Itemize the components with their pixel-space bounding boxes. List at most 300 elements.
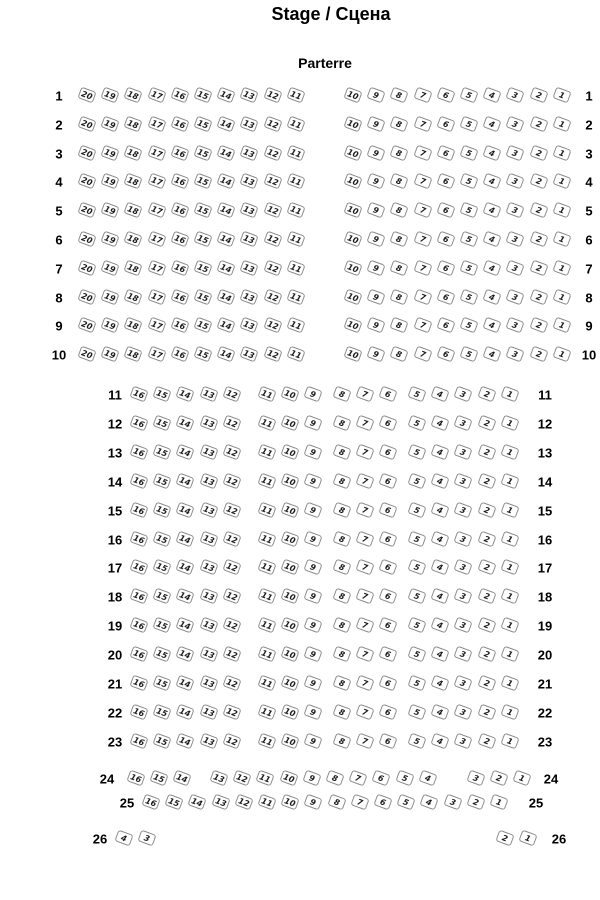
seat[interactable]: 10 (343, 346, 362, 363)
seat[interactable]: 7 (356, 588, 375, 605)
seat[interactable]: 16 (129, 559, 148, 576)
seat[interactable]: 17 (147, 259, 166, 276)
seat[interactable]: 1 (489, 794, 508, 811)
seat[interactable]: 9 (304, 704, 323, 721)
seat[interactable]: 14 (176, 386, 195, 403)
seat[interactable]: 13 (199, 386, 218, 403)
seat[interactable]: 18 (124, 144, 143, 161)
seat[interactable]: 19 (101, 87, 120, 104)
seat[interactable]: 1 (552, 115, 571, 132)
seat[interactable]: 11 (256, 770, 275, 787)
seat[interactable]: 10 (281, 415, 300, 432)
seat[interactable]: 3 (506, 231, 525, 248)
seat[interactable]: 6 (379, 675, 398, 692)
seat[interactable]: 15 (193, 87, 212, 104)
seat[interactable]: 18 (124, 288, 143, 305)
seat[interactable]: 1 (500, 501, 519, 518)
seat[interactable]: 9 (304, 415, 323, 432)
seat[interactable]: 12 (222, 443, 241, 460)
seat[interactable]: 20 (77, 346, 96, 363)
seat[interactable]: 15 (153, 704, 172, 721)
seat[interactable]: 8 (390, 144, 409, 161)
seat[interactable]: 5 (407, 415, 426, 432)
seat[interactable]: 12 (263, 173, 282, 190)
seat[interactable]: 8 (332, 501, 351, 518)
seat[interactable]: 6 (436, 346, 455, 363)
seat[interactable]: 2 (477, 472, 496, 489)
seat[interactable]: 7 (413, 144, 432, 161)
seat[interactable]: 13 (199, 415, 218, 432)
seat[interactable]: 3 (506, 288, 525, 305)
seat[interactable]: 11 (257, 530, 276, 547)
seat[interactable]: 4 (483, 288, 502, 305)
seat[interactable]: 8 (390, 259, 409, 276)
seat[interactable]: 17 (147, 144, 166, 161)
seat[interactable]: 4 (431, 530, 450, 547)
seat[interactable]: 6 (436, 231, 455, 248)
seat[interactable]: 12 (263, 288, 282, 305)
seat[interactable]: 10 (281, 646, 300, 663)
seat[interactable]: 7 (413, 173, 432, 190)
seat[interactable]: 2 (529, 259, 548, 276)
seat[interactable]: 2 (529, 317, 548, 334)
seat[interactable]: 16 (129, 530, 148, 547)
seat[interactable]: 3 (506, 173, 525, 190)
seat[interactable]: 14 (217, 317, 236, 334)
seat[interactable]: 13 (240, 346, 259, 363)
seat[interactable]: 5 (407, 501, 426, 518)
seat[interactable]: 16 (170, 202, 189, 219)
seat[interactable]: 9 (304, 732, 323, 749)
seat[interactable]: 17 (147, 231, 166, 248)
seat[interactable]: 9 (304, 443, 323, 460)
seat[interactable]: 12 (222, 732, 241, 749)
seat[interactable]: 18 (124, 231, 143, 248)
seat[interactable]: 4 (114, 830, 133, 847)
seat[interactable]: 12 (263, 231, 282, 248)
seat[interactable]: 7 (349, 770, 368, 787)
seat[interactable]: 9 (367, 87, 386, 104)
seat[interactable]: 7 (356, 704, 375, 721)
seat[interactable]: 4 (483, 202, 502, 219)
seat[interactable]: 1 (500, 588, 519, 605)
seat[interactable]: 7 (356, 646, 375, 663)
seat[interactable]: 1 (500, 617, 519, 634)
seat[interactable]: 1 (500, 386, 519, 403)
seat[interactable]: 1 (552, 346, 571, 363)
seat[interactable]: 7 (350, 794, 369, 811)
seat[interactable]: 16 (126, 770, 145, 787)
seat[interactable]: 13 (240, 317, 259, 334)
seat[interactable]: 12 (263, 144, 282, 161)
seat[interactable]: 3 (506, 317, 525, 334)
seat[interactable]: 6 (436, 173, 455, 190)
seat[interactable]: 4 (420, 794, 439, 811)
seat[interactable]: 15 (193, 202, 212, 219)
seat[interactable]: 1 (552, 288, 571, 305)
seat[interactable]: 10 (281, 472, 300, 489)
seat[interactable]: 14 (217, 173, 236, 190)
seat[interactable]: 1 (500, 443, 519, 460)
seat[interactable]: 15 (193, 288, 212, 305)
seat[interactable]: 13 (240, 173, 259, 190)
seat[interactable]: 10 (281, 794, 300, 811)
seat[interactable]: 15 (153, 617, 172, 634)
seat[interactable]: 20 (77, 259, 96, 276)
seat[interactable]: 12 (263, 87, 282, 104)
seat[interactable]: 15 (153, 559, 172, 576)
seat[interactable]: 20 (77, 173, 96, 190)
seat[interactable]: 14 (176, 588, 195, 605)
seat[interactable]: 4 (483, 87, 502, 104)
seat[interactable]: 11 (257, 501, 276, 518)
seat[interactable]: 11 (257, 675, 276, 692)
seat[interactable]: 10 (281, 386, 300, 403)
seat[interactable]: 1 (500, 646, 519, 663)
seat[interactable]: 2 (529, 144, 548, 161)
seat[interactable]: 6 (379, 443, 398, 460)
seat[interactable]: 13 (199, 530, 218, 547)
seat[interactable]: 4 (418, 770, 437, 787)
seat[interactable]: 5 (459, 87, 478, 104)
seat[interactable]: 8 (390, 173, 409, 190)
seat[interactable]: 6 (379, 386, 398, 403)
seat[interactable]: 19 (101, 346, 120, 363)
seat[interactable]: 18 (124, 202, 143, 219)
seat[interactable]: 15 (153, 501, 172, 518)
seat[interactable]: 2 (529, 231, 548, 248)
seat[interactable]: 5 (459, 317, 478, 334)
seat[interactable]: 8 (390, 317, 409, 334)
seat[interactable]: 15 (165, 794, 184, 811)
seat[interactable]: 3 (454, 415, 473, 432)
seat[interactable]: 4 (483, 231, 502, 248)
seat[interactable]: 4 (431, 443, 450, 460)
seat[interactable]: 10 (281, 443, 300, 460)
seat[interactable]: 13 (199, 617, 218, 634)
seat[interactable]: 11 (257, 732, 276, 749)
seat[interactable]: 7 (356, 732, 375, 749)
seat[interactable]: 1 (500, 530, 519, 547)
seat[interactable]: 11 (286, 231, 305, 248)
seat[interactable]: 6 (373, 794, 392, 811)
seat[interactable]: 14 (217, 259, 236, 276)
seat[interactable]: 4 (483, 346, 502, 363)
seat[interactable]: 3 (138, 830, 157, 847)
seat[interactable]: 11 (286, 144, 305, 161)
seat[interactable]: 14 (217, 288, 236, 305)
seat[interactable]: 1 (513, 770, 532, 787)
seat[interactable]: 16 (170, 346, 189, 363)
seat[interactable]: 15 (153, 415, 172, 432)
seat[interactable]: 16 (129, 501, 148, 518)
seat[interactable]: 12 (222, 646, 241, 663)
seat[interactable]: 2 (477, 675, 496, 692)
seat[interactable]: 3 (454, 704, 473, 721)
seat[interactable]: 19 (101, 259, 120, 276)
seat[interactable]: 13 (240, 87, 259, 104)
seat[interactable]: 7 (356, 501, 375, 518)
seat[interactable]: 1 (500, 559, 519, 576)
seat[interactable]: 18 (124, 346, 143, 363)
seat[interactable]: 12 (233, 770, 252, 787)
seat[interactable]: 16 (170, 231, 189, 248)
seat[interactable]: 6 (436, 87, 455, 104)
seat[interactable]: 2 (477, 443, 496, 460)
seat[interactable]: 9 (367, 173, 386, 190)
seat[interactable]: 8 (332, 443, 351, 460)
seat[interactable]: 16 (129, 472, 148, 489)
seat[interactable]: 14 (176, 530, 195, 547)
seat[interactable]: 2 (477, 588, 496, 605)
seat[interactable]: 11 (286, 173, 305, 190)
seat[interactable]: 12 (263, 346, 282, 363)
seat[interactable]: 4 (483, 317, 502, 334)
seat[interactable]: 1 (552, 259, 571, 276)
seat[interactable]: 8 (390, 288, 409, 305)
seat[interactable]: 11 (257, 704, 276, 721)
seat[interactable]: 14 (176, 675, 195, 692)
seat[interactable]: 20 (77, 115, 96, 132)
seat[interactable]: 15 (153, 732, 172, 749)
seat[interactable]: 12 (234, 794, 253, 811)
seat[interactable]: 3 (454, 675, 473, 692)
seat[interactable]: 8 (327, 794, 346, 811)
seat[interactable]: 15 (193, 115, 212, 132)
seat[interactable]: 6 (379, 617, 398, 634)
seat[interactable]: 11 (286, 202, 305, 219)
seat[interactable]: 2 (477, 559, 496, 576)
seat[interactable]: 13 (240, 288, 259, 305)
seat[interactable]: 7 (356, 443, 375, 460)
seat[interactable]: 15 (193, 259, 212, 276)
seat[interactable]: 5 (407, 646, 426, 663)
seat[interactable]: 14 (176, 501, 195, 518)
seat[interactable]: 5 (459, 231, 478, 248)
seat[interactable]: 12 (222, 559, 241, 576)
seat[interactable]: 10 (281, 675, 300, 692)
seat[interactable]: 14 (176, 617, 195, 634)
seat[interactable]: 12 (222, 415, 241, 432)
seat[interactable]: 6 (379, 530, 398, 547)
seat[interactable]: 9 (367, 144, 386, 161)
seat[interactable]: 5 (407, 675, 426, 692)
seat[interactable]: 15 (153, 386, 172, 403)
seat[interactable]: 8 (390, 115, 409, 132)
seat[interactable]: 9 (304, 530, 323, 547)
seat[interactable]: 2 (477, 386, 496, 403)
seat[interactable]: 14 (173, 770, 192, 787)
seat[interactable]: 11 (257, 617, 276, 634)
seat[interactable]: 18 (124, 317, 143, 334)
seat[interactable]: 11 (257, 559, 276, 576)
seat[interactable]: 14 (217, 87, 236, 104)
seat[interactable]: 4 (431, 646, 450, 663)
seat[interactable]: 17 (147, 317, 166, 334)
seat[interactable]: 5 (407, 559, 426, 576)
seat[interactable]: 9 (367, 288, 386, 305)
seat[interactable]: 10 (343, 259, 362, 276)
seat[interactable]: 15 (193, 144, 212, 161)
seat[interactable]: 20 (77, 317, 96, 334)
seat[interactable]: 7 (413, 231, 432, 248)
seat[interactable]: 10 (281, 559, 300, 576)
seat[interactable]: 3 (506, 202, 525, 219)
seat[interactable]: 19 (101, 144, 120, 161)
seat[interactable]: 7 (356, 530, 375, 547)
seat[interactable]: 1 (500, 472, 519, 489)
seat[interactable]: 16 (170, 173, 189, 190)
seat[interactable]: 5 (407, 732, 426, 749)
seat[interactable]: 5 (407, 588, 426, 605)
seat[interactable]: 9 (304, 794, 323, 811)
seat[interactable]: 13 (199, 675, 218, 692)
seat[interactable]: 3 (454, 443, 473, 460)
seat[interactable]: 17 (147, 346, 166, 363)
seat[interactable]: 8 (332, 588, 351, 605)
seat[interactable]: 4 (431, 675, 450, 692)
seat[interactable]: 1 (500, 675, 519, 692)
seat[interactable]: 3 (466, 770, 485, 787)
seat[interactable]: 1 (519, 830, 538, 847)
seat[interactable]: 7 (413, 317, 432, 334)
seat[interactable]: 8 (332, 675, 351, 692)
seat[interactable]: 6 (379, 588, 398, 605)
seat[interactable]: 5 (397, 794, 416, 811)
seat[interactable]: 20 (77, 288, 96, 305)
seat[interactable]: 1 (552, 173, 571, 190)
seat[interactable]: 10 (281, 588, 300, 605)
seat[interactable]: 6 (436, 288, 455, 305)
seat[interactable]: 5 (459, 202, 478, 219)
seat[interactable]: 14 (176, 472, 195, 489)
seat[interactable]: 6 (379, 501, 398, 518)
seat[interactable]: 5 (407, 472, 426, 489)
seat[interactable]: 11 (286, 259, 305, 276)
seat[interactable]: 15 (153, 443, 172, 460)
seat[interactable]: 11 (257, 794, 276, 811)
seat[interactable]: 3 (443, 794, 462, 811)
seat[interactable]: 20 (77, 231, 96, 248)
seat[interactable]: 12 (263, 115, 282, 132)
seat[interactable]: 4 (483, 115, 502, 132)
seat[interactable]: 8 (390, 202, 409, 219)
seat[interactable]: 14 (217, 115, 236, 132)
seat[interactable]: 16 (129, 386, 148, 403)
seat[interactable]: 10 (343, 115, 362, 132)
seat[interactable]: 12 (263, 259, 282, 276)
seat[interactable]: 14 (176, 415, 195, 432)
seat[interactable]: 2 (529, 288, 548, 305)
seat[interactable]: 9 (304, 617, 323, 634)
seat[interactable]: 14 (217, 202, 236, 219)
seat[interactable]: 13 (199, 443, 218, 460)
seat[interactable]: 16 (170, 259, 189, 276)
seat[interactable]: 16 (170, 115, 189, 132)
seat[interactable]: 5 (459, 346, 478, 363)
seat[interactable]: 6 (372, 770, 391, 787)
seat[interactable]: 8 (332, 646, 351, 663)
seat[interactable]: 7 (413, 346, 432, 363)
seat[interactable]: 5 (407, 443, 426, 460)
seat[interactable]: 7 (356, 472, 375, 489)
seat[interactable]: 18 (124, 115, 143, 132)
seat[interactable]: 9 (304, 386, 323, 403)
seat[interactable]: 3 (506, 115, 525, 132)
seat[interactable]: 4 (431, 588, 450, 605)
seat[interactable]: 9 (367, 317, 386, 334)
seat[interactable]: 10 (343, 231, 362, 248)
seat[interactable]: 8 (332, 704, 351, 721)
seat[interactable]: 10 (281, 732, 300, 749)
seat[interactable]: 1 (552, 202, 571, 219)
seat[interactable]: 10 (281, 530, 300, 547)
seat[interactable]: 7 (356, 559, 375, 576)
seat[interactable]: 10 (343, 317, 362, 334)
seat[interactable]: 3 (506, 346, 525, 363)
seat[interactable]: 11 (257, 588, 276, 605)
seat[interactable]: 11 (257, 646, 276, 663)
seat[interactable]: 13 (199, 472, 218, 489)
seat[interactable]: 12 (222, 472, 241, 489)
seat[interactable]: 3 (454, 646, 473, 663)
seat[interactable]: 6 (436, 317, 455, 334)
seat[interactable]: 14 (176, 646, 195, 663)
seat[interactable]: 11 (286, 317, 305, 334)
seat[interactable]: 3 (454, 472, 473, 489)
seat[interactable]: 13 (199, 588, 218, 605)
seat[interactable]: 15 (193, 317, 212, 334)
seat[interactable]: 19 (101, 288, 120, 305)
seat[interactable]: 9 (304, 472, 323, 489)
seat[interactable]: 13 (209, 770, 228, 787)
seat[interactable]: 7 (356, 386, 375, 403)
seat[interactable]: 6 (379, 704, 398, 721)
seat[interactable]: 18 (124, 259, 143, 276)
seat[interactable]: 4 (431, 559, 450, 576)
seat[interactable]: 4 (431, 704, 450, 721)
seat[interactable]: 2 (466, 794, 485, 811)
seat[interactable]: 4 (483, 259, 502, 276)
seat[interactable]: 16 (129, 646, 148, 663)
seat[interactable]: 16 (129, 588, 148, 605)
seat[interactable]: 12 (222, 675, 241, 692)
seat[interactable]: 6 (436, 115, 455, 132)
seat[interactable]: 2 (490, 770, 509, 787)
seat[interactable]: 9 (304, 646, 323, 663)
seat[interactable]: 6 (436, 202, 455, 219)
seat[interactable]: 15 (153, 530, 172, 547)
seat[interactable]: 1 (552, 144, 571, 161)
seat[interactable]: 6 (379, 732, 398, 749)
seat[interactable]: 12 (222, 530, 241, 547)
seat[interactable]: 13 (199, 559, 218, 576)
seat[interactable]: 1 (552, 87, 571, 104)
seat[interactable]: 6 (436, 144, 455, 161)
seat[interactable]: 11 (257, 472, 276, 489)
seat[interactable]: 7 (413, 288, 432, 305)
seat[interactable]: 4 (431, 732, 450, 749)
seat[interactable]: 5 (407, 617, 426, 634)
seat[interactable]: 15 (150, 770, 169, 787)
seat[interactable]: 13 (199, 501, 218, 518)
seat[interactable]: 9 (302, 770, 321, 787)
seat[interactable]: 7 (356, 415, 375, 432)
seat[interactable]: 5 (407, 530, 426, 547)
seat[interactable]: 6 (379, 472, 398, 489)
seat[interactable]: 17 (147, 173, 166, 190)
seat[interactable]: 4 (483, 173, 502, 190)
